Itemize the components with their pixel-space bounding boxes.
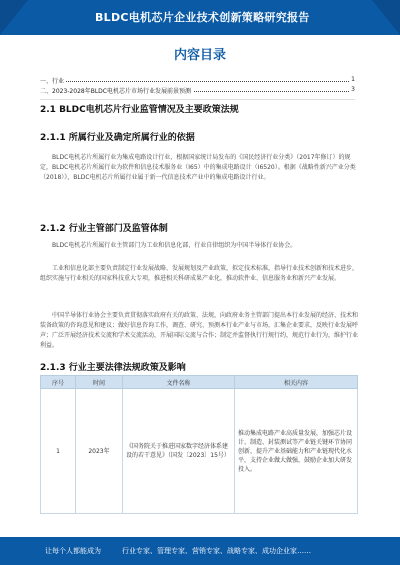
report-title: BLDC电机芯片企业技术创新策略研究报告 [95,11,310,24]
cell-time: 2023年 [76,389,123,514]
section-heading-2-1-2: 2.1.2 行业主管部门及监管体制 [40,224,168,234]
toc-item-page: 3 [351,86,355,93]
footer-roles: 行业专家、管理专家、营销专家、战略专家、成功企业家…… [122,547,311,555]
col-header-content: 相关内容 [235,376,358,389]
cell-content: 推动集成电路产业高质量发展，加强芯片设计、制造、封装测试等产业链关键环节协同创新，提升产业基础能力和产业链现代化水平，支持企业做大做强，鼓励企业加大研发投入。 [235,389,358,514]
section-divider [40,99,355,100]
page-footer [0,537,400,565]
section-heading-2-1: 2.1 BLDC电机芯片行业监管情况及主要政策法规 [40,105,239,115]
section-heading-2-1-3: 2.1.3 行业主要法律法规政策及影响 [40,363,186,373]
toc-item-label: 二、2023-2028年BLDC电机芯片市场行业发展前景预测 [40,88,191,95]
toc-title: 内容目录 [173,48,226,63]
cell-name: 《国务院关于推进国家数字经济体系建设的若干意见》（国发〔2023〕15号） [123,389,235,514]
paragraph: 中国半导体行业协会主要负责贯彻落实政府有关的政策、法规，向政府业务主管部门提出本行业发展的经济、技术和装备政策的咨询意见和建议；做好信息咨询工作，调查、研究、预测本行业产业与市场，汇集企业要求，反映行业发展呼声；广泛开展经济技术交流和学术交流活动，开展国际交流与合作；制定并监督执行行规行约，规范行业行为，维护行业利益。 [40,312,358,349]
col-header-time: 时间 [76,376,123,389]
page-header [0,0,400,35]
toc-item-label: 一、行业 [40,78,65,85]
toc-leader [40,81,355,82]
cell-no: 1 [41,389,76,514]
paragraph: 工业和信息化部主要负责制定行业发展战略、发展规划及产业政策，拟定技术标准，指导行业技术创新和技术进步，组织实施与行业相关的国家科技重大专项，推进相关科研成果产业化，推动软件业、信息服务业和新兴产业发展。 [40,265,358,282]
table-header-row [41,376,358,389]
table-row [41,389,358,514]
toc-item-page: 1 [351,76,355,83]
toc-item[interactable] [40,86,355,95]
paragraph: BLDC电机芯片所属行业为集成电路设计行业，根据国家统计局发布的《国民经济行业分类》（2017年修订）的规定，BLDC电机芯片所属行业为软件和信息技术服务业（I65）中的集成电路设计（I6520）。根据《战略性新兴产业分类（2018）》，BLDC电机芯片所属行业属于新一代信息技术产业中的集成电路设计行业。 [40,154,356,181]
header-right-accent [372,0,400,35]
col-header-no: 序号 [41,376,76,389]
paragraph: BLDC电机芯片所属行业主管部门为工业和信息化部，行业自律组织为中国半导体行业协会。 [52,242,297,249]
section-heading-2-1-1: 2.1.1 所属行业及确定所属行业的依据 [40,133,195,143]
header-left-accent [0,0,28,35]
col-header-name: 文件名称 [123,376,235,389]
footer-slogan: 让每个人都能成为 [45,547,101,555]
regulation-table [40,375,358,514]
toc-item[interactable] [40,76,355,85]
